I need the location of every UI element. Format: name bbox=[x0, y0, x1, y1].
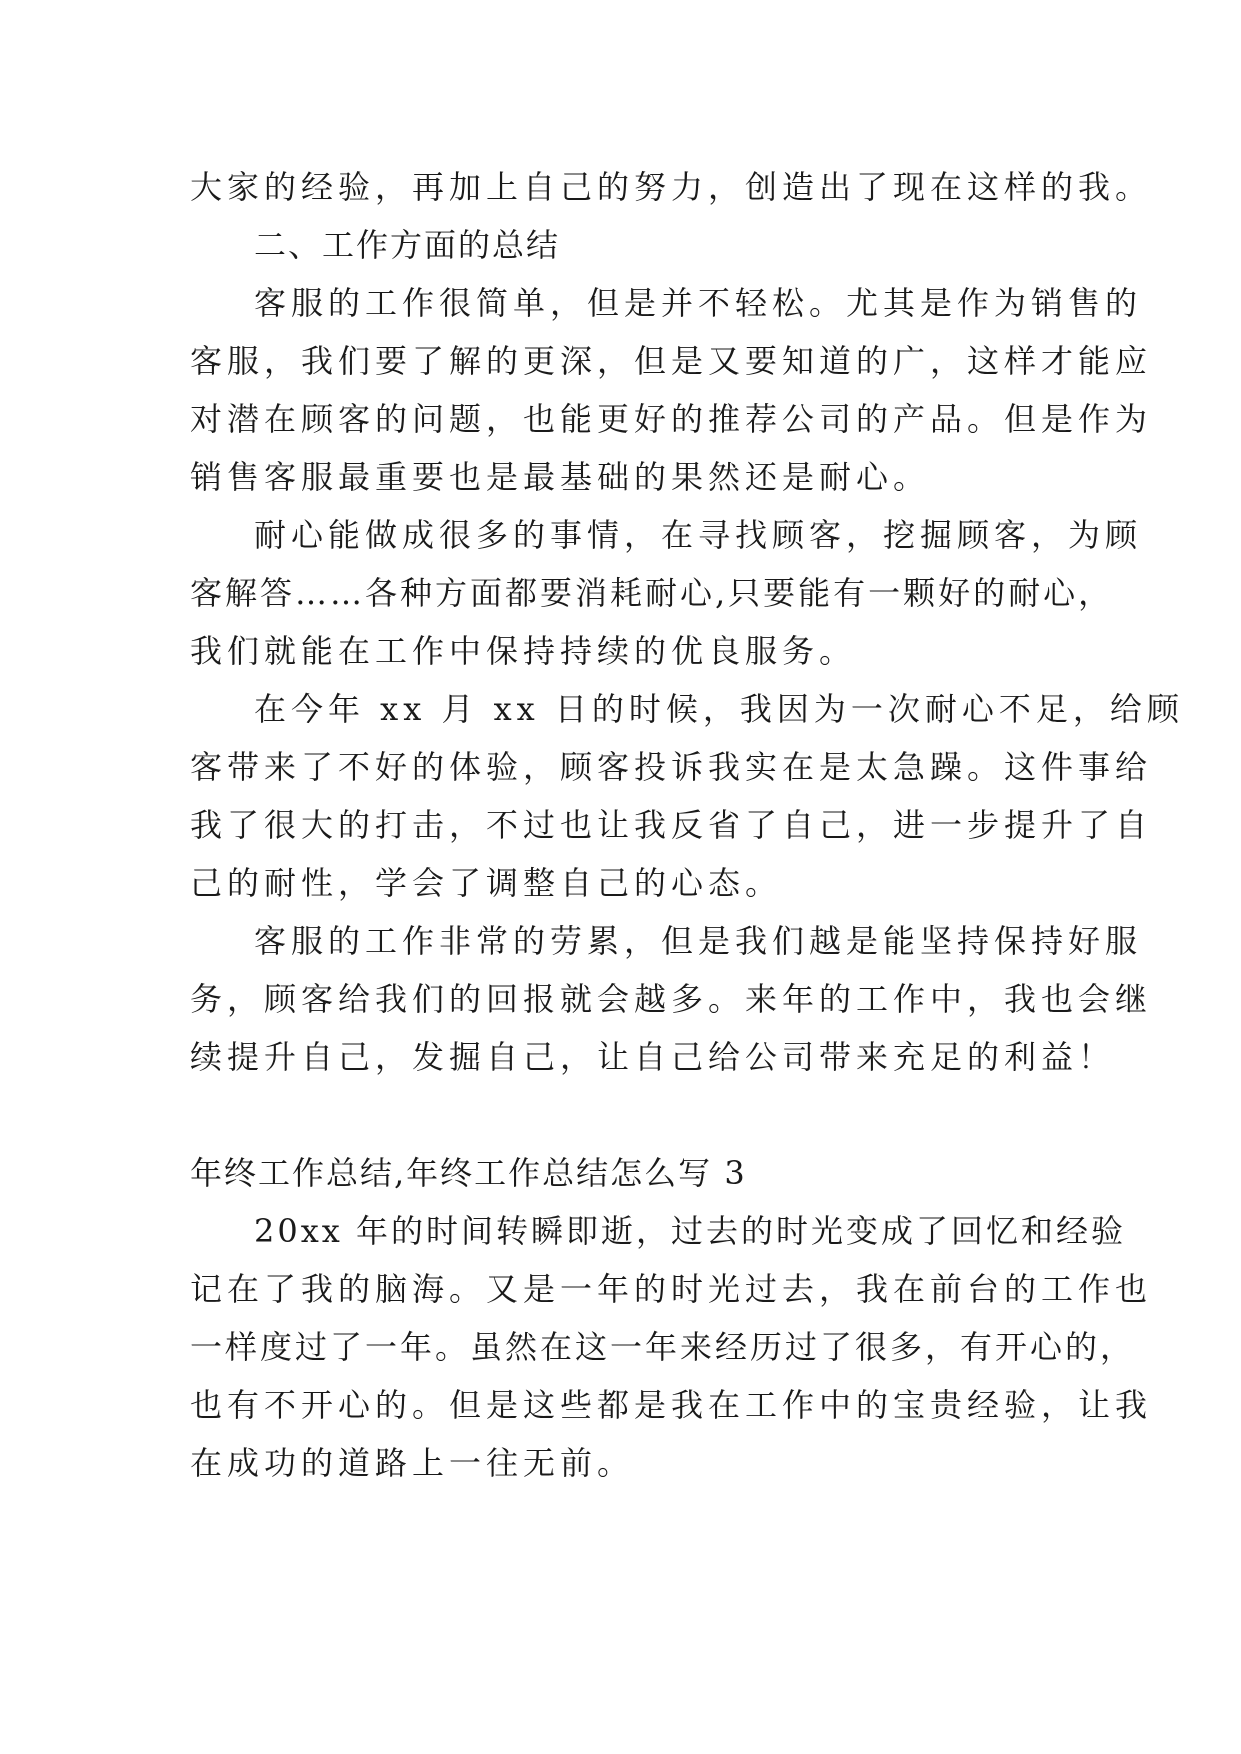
paragraph-line: 耐心能做成很多的事情，在寻找顾客，挖掘顾客，为顾 bbox=[254, 516, 1143, 554]
paragraph-line: 大家的经验，再加上自己的努力，创造出了现在这样的我。 bbox=[190, 168, 1153, 206]
paragraph-line: 务，顾客给我们的回报就会越多。来年的工作中，我也会继 bbox=[190, 980, 1153, 1018]
paragraph-line: 对潜在顾客的问题，也能更好的推荐公司的产品。但是作为 bbox=[190, 400, 1153, 438]
paragraph-line: 客服，我们要了解的更深，但是又要知道的广，这样才能应 bbox=[190, 342, 1153, 380]
paragraph-line: 一样度过了一年。虽然在这一年来经历过了很多，有开心的， bbox=[190, 1328, 1136, 1366]
paragraph-line: 续提升自己，发掘自己，让自己给公司带来充足的利益！ bbox=[190, 1038, 1116, 1076]
section-spacer bbox=[190, 1086, 1070, 1144]
paragraph-line: 在今年 xx 月 xx 日的时候，我因为一次耐心不足，给顾 bbox=[254, 690, 1184, 728]
paragraph-line: 客解答……各种方面都要消耗耐心,只要能有一颗好的耐心， bbox=[190, 574, 1114, 612]
paragraph-line: 客服的工作非常的劳累，但是我们越是能坚持保持好服 bbox=[254, 922, 1143, 960]
paragraph-line: 20xx 年的时间转瞬即逝，过去的时光变成了回忆和经验 bbox=[254, 1212, 1126, 1250]
paragraph-line: 销售客服最重要也是最基础的果然还是耐心。 bbox=[190, 458, 931, 496]
document-body bbox=[190, 158, 1184, 1492]
paragraph-line: 我们就能在工作中保持持续的优良服务。 bbox=[190, 632, 857, 670]
paragraph-line: 客带来了不好的体验，顾客投诉我实在是太急躁。这件事给 bbox=[190, 748, 1153, 786]
paragraph-line: 在成功的道路上一往无前。 bbox=[190, 1444, 635, 1482]
paragraph-line: 也有不开心的。但是这些都是我在工作中的宝贵经验，让我 bbox=[190, 1386, 1153, 1424]
section-title: 年终工作总结,年终工作总结怎么写 3 bbox=[190, 1154, 747, 1192]
paragraph-line: 我了很大的打击，不过也让我反省了自己，进一步提升了自 bbox=[190, 806, 1153, 844]
paragraph-line: 己的耐性，学会了调整自己的心态。 bbox=[190, 864, 783, 902]
paragraph-line: 记在了我的脑海。又是一年的时光过去，我在前台的工作也 bbox=[190, 1270, 1153, 1308]
paragraph-line: 客服的工作很简单，但是并不轻松。尤其是作为销售的 bbox=[254, 284, 1143, 322]
section-heading: 二、工作方面的总结 bbox=[254, 226, 561, 264]
